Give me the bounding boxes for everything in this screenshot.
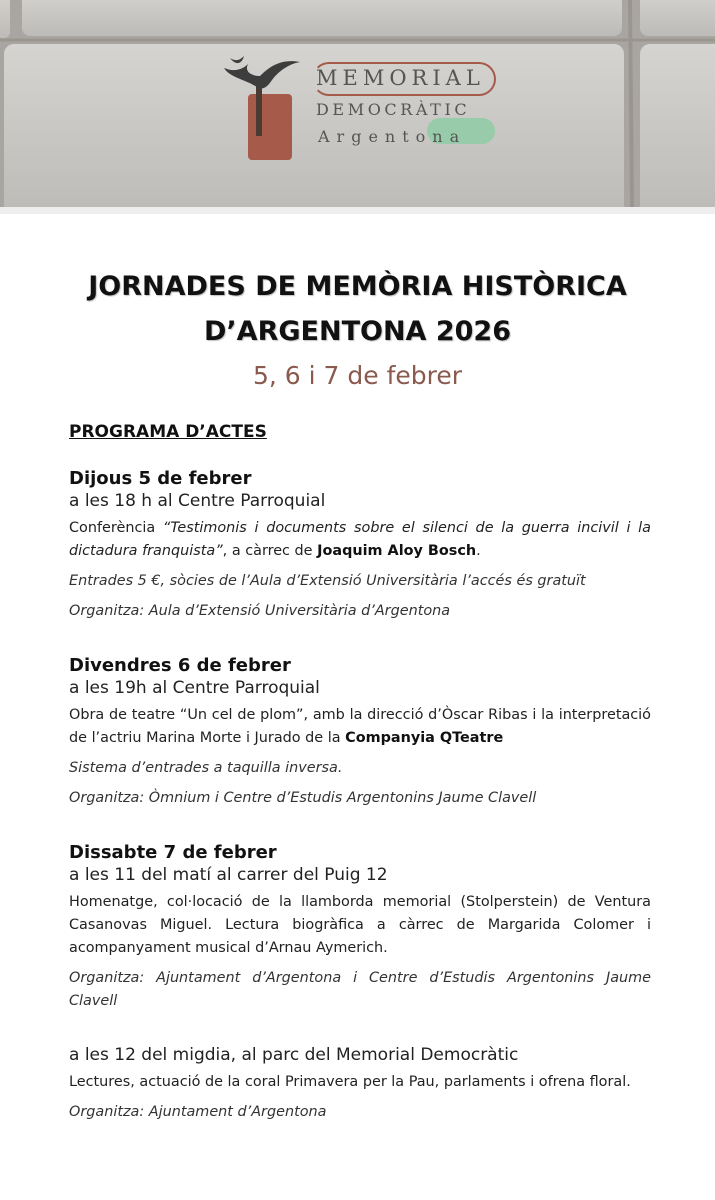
- event-time-place: a les 18 h al Centre Parroquial: [69, 491, 326, 511]
- event-organizer: Organitza: Ajuntament d’Argentona: [69, 1104, 327, 1120]
- event-thursday: [69, 468, 651, 623]
- event-time-place: a les 12 del migdia, al parc del Memorial Democràtic: [69, 1045, 519, 1065]
- event-organizer: Organitza: Aula d’Extensió Universitària d’Argentona: [69, 603, 451, 619]
- event-description: Lectures, actuació de la coral Primavera per la Pau, parlaments i ofrena floral.: [69, 1074, 631, 1090]
- event-friday: [69, 655, 651, 810]
- event-day: Divendres 6 de febrer: [69, 655, 291, 676]
- page-title-line1: JORNADES DE MEMÒRIA HISTÒRICA: [88, 271, 627, 302]
- event-day: Dissabte 7 de febrer: [69, 842, 277, 863]
- program-heading: PROGRAMA D’ACTES: [69, 422, 267, 442]
- event-ticket-note: Entrades 5 €, sòcies de l’Aula d’Extensió Universitària l’accés és gratuït: [69, 573, 586, 589]
- event-description: Homenatge, col·locació de la llamborda memorial (Stolperstein) de Ventura Casanovas Miguel. Lectura biogràfica a càrrec de Margarida Colomer i acompanyament musical d’Arnau Aymerich.: [69, 894, 651, 956]
- desc-company: Companyia QTeatre: [345, 730, 504, 746]
- logo-line-democratic: DEMOCRÀTIC: [316, 100, 471, 119]
- logo-line-memorial: MEMORIAL: [316, 66, 485, 90]
- desc-italic-title: “Testimonis i documents sobre el silenci de la guerra incivil i la dictadura franquista”: [69, 520, 651, 559]
- desc-prefix: Obra de teatre “Un cel de plom”, amb la direcció d’Òscar Ribas i la interpretació de l’actriu Marina Morte i Jurado de la: [69, 707, 651, 746]
- event-organizer: Organitza: Òmnium i Centre d’Estudis Argentonins Jaume Clavell: [69, 790, 537, 806]
- banner-divider: [0, 207, 715, 214]
- event-ticket-note: Sistema d’entrades a taquilla inversa.: [69, 760, 343, 776]
- desc-middle: , a càrrec de: [222, 543, 318, 559]
- event-saturday: [69, 842, 651, 1013]
- event-organizer: Organitza: Ajuntament d’Argentona i Centre d’Estudis Argentonins Jaume Clavell: [69, 970, 651, 1009]
- event-day: Dijous 5 de febrer: [69, 468, 252, 489]
- desc-suffix: .: [476, 543, 481, 559]
- logo-line-argentona: Argentona: [318, 127, 467, 146]
- event-time-place: a les 11 del matí al carrer del Puig 12: [69, 865, 388, 885]
- event-description: [69, 517, 651, 563]
- event-saturday-noon: [69, 1043, 651, 1124]
- memorial-logo-icon: [218, 50, 318, 170]
- desc-prefix: Conferència: [69, 520, 163, 536]
- desc-speaker: Joaquim Aloy Bosch: [317, 543, 477, 559]
- page-title-line2: D’ARGENTONA 2026: [204, 316, 511, 347]
- header-banner: [0, 0, 715, 207]
- event-dates: 5, 6 i 7 de febrer: [252, 361, 463, 390]
- event-time-place: a les 19h al Centre Parroquial: [69, 678, 320, 698]
- event-description: [69, 704, 651, 750]
